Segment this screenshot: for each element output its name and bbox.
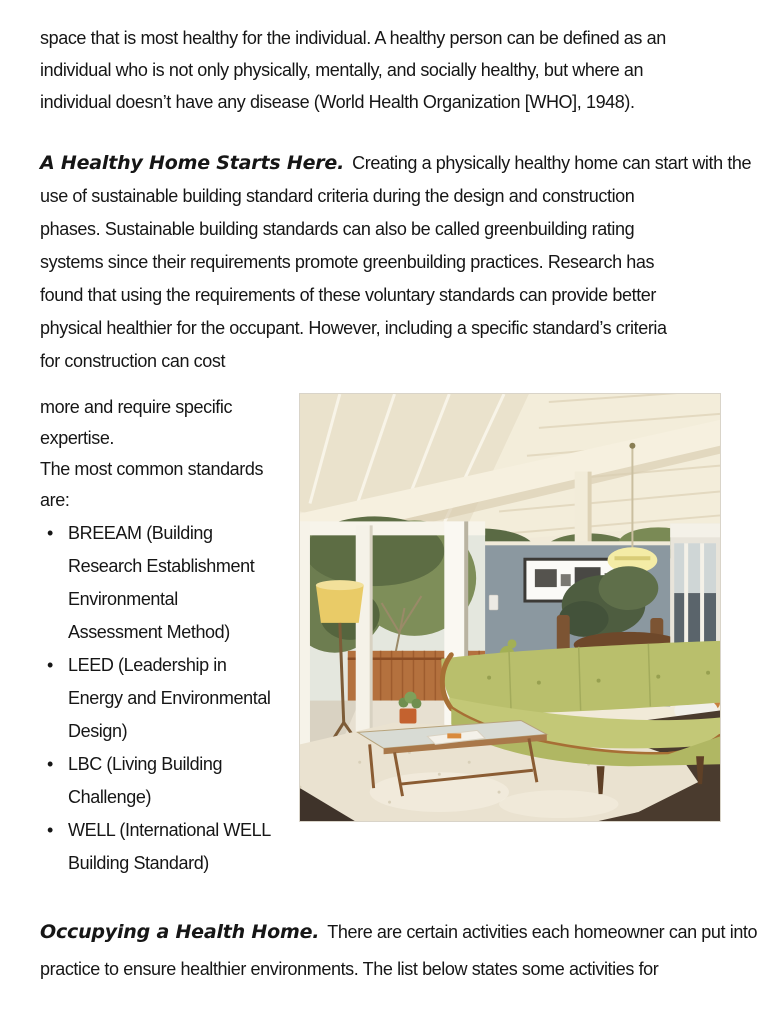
list-item-continuation: Energy and Environmental bbox=[68, 688, 271, 708]
list-item-lbc: • LBC (Living Building bbox=[40, 748, 296, 781]
living-room-photo bbox=[299, 393, 721, 822]
text-line: The most common standards bbox=[40, 459, 264, 479]
text-line: individual doesn’t have any disease (World Health Organization [WHO], 1948). bbox=[40, 92, 635, 112]
text-line: more and require specific bbox=[40, 397, 233, 417]
list-item-continuation: Research Establishment bbox=[68, 556, 255, 576]
text-line bbox=[40, 147, 752, 180]
paragraph-occupying-a-health-home bbox=[40, 914, 758, 988]
list-item-well: • WELL (International WELL bbox=[40, 814, 296, 847]
lead-text: Creating a physically healthy home can start with the bbox=[352, 153, 752, 173]
list-item-breeam: • BREEAM (Building bbox=[40, 517, 296, 550]
text-line: physical healthier for the occupant. However, including a specific standard’s criteria bbox=[40, 318, 667, 338]
text-line: space that is most healthy for the individual. A healthy person can be defined as an bbox=[40, 28, 666, 48]
text-line: systems since their requirements promote greenbuilding practices. Research has bbox=[40, 252, 655, 272]
list-item-continuation: Building Standard) bbox=[68, 853, 209, 873]
list-item-leed: • LEED (Leadership in bbox=[40, 649, 296, 682]
text-line: use of sustainable building standard criteria during the design and construction bbox=[40, 186, 635, 206]
text-line: individual who is not only physically, mentally, and socially healthy, but where an bbox=[40, 60, 644, 80]
text-line bbox=[40, 914, 758, 951]
list-item-continuation: Design) bbox=[68, 721, 128, 741]
light-switch bbox=[489, 595, 498, 610]
text-line: phases. Sustainable building standards can also be called greenbuilding rating bbox=[40, 219, 635, 239]
run-in-heading: Occupying a Health Home. bbox=[40, 921, 320, 943]
text-line: found that using the requirements of these voluntary standards can provide better bbox=[40, 285, 656, 305]
paragraph-healthy-home-starts-here bbox=[40, 147, 752, 378]
text-line: expertise. bbox=[40, 428, 115, 448]
text-line: are: bbox=[40, 490, 70, 510]
list-item-continuation: Assessment Method) bbox=[68, 622, 230, 642]
list-item-continuation: Challenge) bbox=[68, 787, 152, 807]
wrapped-text-column bbox=[40, 392, 296, 516]
text-line: practice to ensure healthier environments. The list below states some activities for bbox=[40, 959, 659, 979]
text-line: for construction can cost bbox=[40, 351, 226, 371]
lead-text: There are certain activities each homeowner can put into bbox=[327, 922, 758, 942]
run-in-heading: A Healthy Home Starts Here. bbox=[40, 152, 345, 174]
standards-bullet-list bbox=[40, 517, 296, 880]
list-item-continuation: Environmental bbox=[68, 589, 178, 609]
paragraph-intro bbox=[40, 22, 730, 118]
